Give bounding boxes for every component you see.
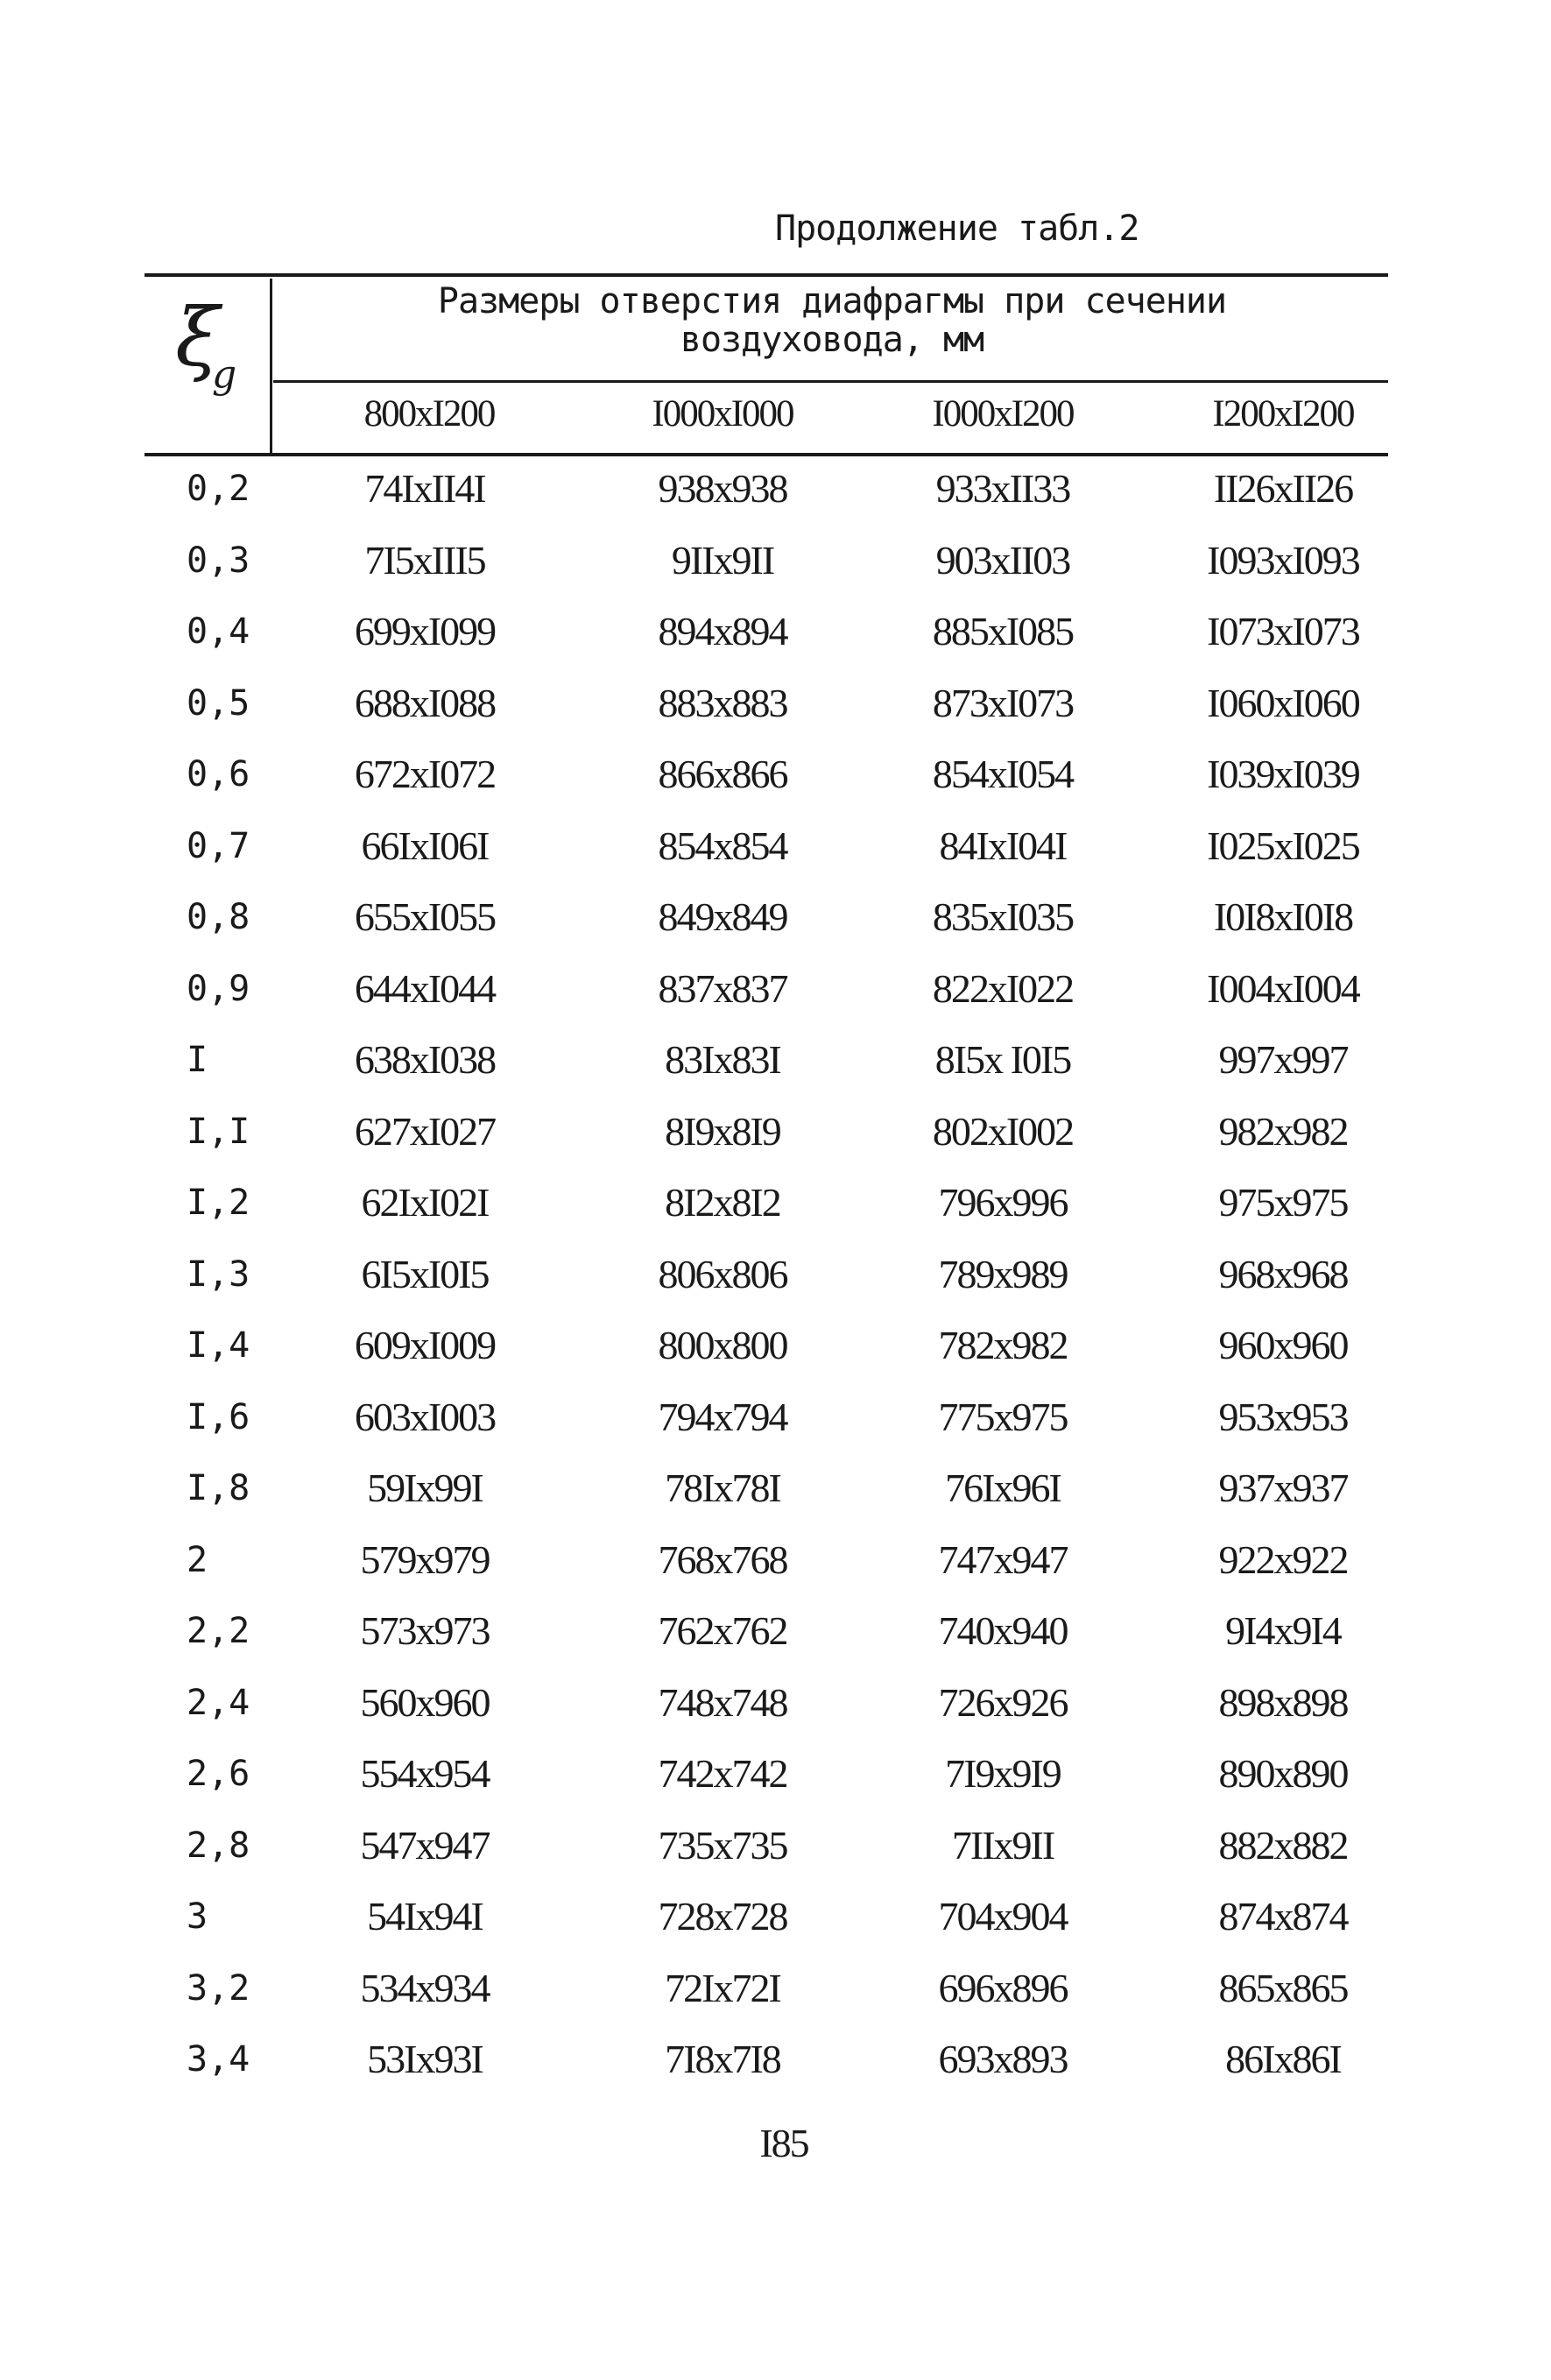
- table-cell: 975x975: [1218, 1180, 1348, 1225]
- row-key-cell: I,8: [187, 1468, 250, 1508]
- table-row: [145, 534, 1388, 606]
- table-cell: 800x800: [658, 1323, 787, 1367]
- table-cell: 9I4x9I4: [1225, 1608, 1341, 1653]
- table-cell: 865x865: [1218, 1965, 1348, 2010]
- table-row: [145, 1462, 1388, 1534]
- table-body: [145, 463, 1388, 2105]
- table-cell: 882x882: [1218, 1822, 1348, 1868]
- table-cell: I025xI025: [1207, 823, 1359, 868]
- table-cell: 968x968: [1218, 1251, 1348, 1296]
- table-cell: 849x849: [658, 894, 787, 939]
- row-key-cell: I,2: [187, 1183, 250, 1223]
- table-cell: 59Ix99I: [367, 1465, 483, 1510]
- table-cell: I039xI039: [1207, 752, 1359, 796]
- table-cell: 874x874: [1218, 1894, 1348, 1939]
- table-row: [145, 1176, 1388, 1248]
- table-row: [145, 463, 1388, 534]
- table-cell: 693x893: [938, 2037, 1068, 2081]
- table-cell: 78Ix78I: [665, 1465, 780, 1510]
- table-cell: 547x947: [360, 1822, 490, 1868]
- table-cell: 7I5xIII5: [364, 537, 485, 583]
- group-header-line1: Размеры отверстия диафрагмы при сечении: [437, 281, 1227, 321]
- row-key-cell: I,6: [187, 1396, 250, 1437]
- stub-symbol: ξ: [175, 291, 220, 385]
- table-cell: 53Ix93I: [367, 2037, 483, 2081]
- table-cell: 775x975: [938, 1394, 1068, 1439]
- table-cell: 873xI073: [932, 680, 1074, 725]
- table-cell: 644xI044: [354, 965, 496, 1011]
- table-row: [145, 1605, 1388, 1677]
- row-key-cell: 2,2: [187, 1611, 250, 1651]
- table-row: [145, 605, 1388, 677]
- table-row: [145, 1534, 1388, 1606]
- row-key-cell: 2,6: [187, 1754, 250, 1794]
- table-cell: 885xI085: [932, 609, 1074, 653]
- row-key-cell: I,3: [187, 1254, 250, 1295]
- table-cell: 937x937: [1218, 1465, 1348, 1510]
- row-key-cell: 0,7: [187, 825, 250, 866]
- table-cell: I073xI073: [1207, 609, 1359, 653]
- column-header: I000xI000: [652, 393, 793, 434]
- table-cell: 699xI099: [354, 609, 496, 653]
- group-header: [289, 282, 1375, 359]
- table-cell: 997x997: [1218, 1037, 1348, 1082]
- table-cell: 835xI035: [932, 894, 1074, 939]
- table-cell: I0I8xI0I8: [1213, 894, 1353, 939]
- row-key-cell: 0,4: [187, 611, 250, 652]
- table-cell: 903xII03: [935, 537, 1070, 583]
- table-cell: 740x940: [938, 1608, 1068, 1653]
- table-cell: 573x973: [360, 1608, 490, 1653]
- table-cell: 837x837: [658, 965, 787, 1011]
- table-cell: 728x728: [658, 1894, 787, 1939]
- table-cell: 86Ix86I: [1225, 2037, 1341, 2081]
- table-cell: 890x890: [1218, 1751, 1348, 1796]
- table-row: [145, 1034, 1388, 1105]
- table-cell: 802xI002: [932, 1108, 1074, 1154]
- table-cell: 933xII33: [935, 466, 1070, 511]
- table-cell: I093xI093: [1207, 537, 1359, 583]
- row-key-cell: 2,8: [187, 1825, 250, 1866]
- table-cell: 7I8x7I8: [665, 2037, 780, 2081]
- table-cell: 638xI038: [354, 1037, 496, 1082]
- table-row: [145, 748, 1388, 820]
- row-key-cell: 0,5: [187, 682, 250, 724]
- table-cell: 672xI072: [354, 752, 496, 796]
- row-key-cell: 0,3: [187, 540, 250, 581]
- column-header: I200xI200: [1212, 393, 1354, 434]
- table-cell: 8I2x8I2: [665, 1180, 780, 1225]
- row-key-cell: 0,9: [187, 968, 250, 1009]
- table-row: [145, 1677, 1388, 1748]
- table-cell: 554x954: [360, 1751, 490, 1796]
- row-key-cell: I: [187, 1040, 208, 1080]
- table-cell: 84IxI04I: [939, 823, 1067, 868]
- table-cell: 54Ix94I: [367, 1894, 483, 1939]
- table-cell: 898x898: [1218, 1679, 1348, 1725]
- table-cell: 7IIx9II: [951, 1822, 1054, 1868]
- table-cell: 8I5x I0I5: [934, 1037, 1071, 1082]
- table-cell: 560x960: [360, 1679, 490, 1725]
- column-header: I000xI200: [932, 393, 1074, 434]
- table-cell: 603xI003: [354, 1394, 496, 1439]
- table-cell: 782x982: [938, 1323, 1068, 1367]
- table-cell: 6I5xI0I5: [361, 1251, 489, 1296]
- table-cell: 696x896: [938, 1965, 1068, 2010]
- table-cell: 854xI054: [932, 752, 1074, 796]
- table-cell: 747x947: [938, 1536, 1068, 1582]
- page-number: I85: [759, 2121, 808, 2165]
- row-key-cell: 3,4: [187, 2039, 250, 2080]
- column-header: 800xI200: [363, 393, 495, 434]
- table-row: [145, 1748, 1388, 1819]
- table-row: [145, 1248, 1388, 1320]
- table-cell: 704x904: [938, 1894, 1068, 1939]
- row-key-cell: 0,8: [187, 897, 250, 937]
- row-key-cell: I,4: [187, 1325, 250, 1366]
- stub-header: [166, 291, 254, 420]
- table-cell: 76Ix96I: [945, 1465, 1061, 1510]
- table-row: [145, 1962, 1388, 2034]
- table-cell: 62IxI02I: [361, 1180, 489, 1225]
- table-cell: 72Ix72I: [665, 1965, 780, 2010]
- row-key-cell: I,I: [187, 1111, 250, 1152]
- row-key-cell: 2,4: [187, 1682, 250, 1723]
- table-cell: 938x938: [658, 466, 787, 511]
- table-cell: 627xI027: [354, 1108, 496, 1154]
- row-key-cell: 0,6: [187, 754, 250, 795]
- stub-divider: [270, 279, 272, 454]
- table-cell: 83Ix83I: [665, 1037, 780, 1082]
- table-row: [145, 891, 1388, 963]
- table-cell: 922x922: [1218, 1536, 1348, 1582]
- table-cell: 806x806: [658, 1251, 787, 1296]
- table-cell: I060xI060: [1207, 680, 1359, 725]
- table-row: [145, 1105, 1388, 1177]
- table-row: [145, 820, 1388, 892]
- table-row: [145, 1391, 1388, 1463]
- table-cell: 534x934: [360, 1965, 490, 2010]
- table-cell: 74IxII4I: [364, 466, 485, 511]
- table-cell: 742x742: [658, 1751, 787, 1796]
- table-cell: 735x735: [658, 1822, 787, 1868]
- row-key-cell: 3,2: [187, 1967, 250, 2009]
- table-cell: 748x748: [658, 1679, 787, 1725]
- table-cell: 866x866: [658, 752, 787, 796]
- header-bottom-rule: [145, 453, 1388, 456]
- table-cell: 8I9x8I9: [665, 1108, 780, 1154]
- table-cell: 7I9x9I9: [945, 1751, 1061, 1796]
- table-cell: 796x996: [938, 1180, 1068, 1225]
- table-cell: 609xI009: [354, 1323, 496, 1367]
- stub-subscript: g: [212, 352, 237, 397]
- table-cell: 726x926: [938, 1679, 1068, 1725]
- table-row: [145, 1819, 1388, 1891]
- table-cell: 789x989: [938, 1251, 1068, 1296]
- table-cell: 66IxI06I: [361, 823, 489, 868]
- table-top-rule: [145, 273, 1388, 277]
- table-cell: I004xI004: [1207, 965, 1359, 1011]
- row-key-cell: 0,2: [187, 469, 250, 509]
- row-key-cell: 2: [187, 1539, 208, 1580]
- table-cell: 982x982: [1218, 1108, 1348, 1154]
- table-cell: 762x762: [658, 1608, 787, 1653]
- table-cell: 794x794: [658, 1394, 787, 1439]
- table-row: [145, 1319, 1388, 1391]
- table-cell: II26xII26: [1213, 466, 1353, 511]
- table-cell: 822xI022: [932, 965, 1074, 1011]
- table-row: [145, 2033, 1388, 2105]
- table-caption: Продолжение табл.2: [775, 208, 1139, 249]
- table-row: [145, 677, 1388, 749]
- table-cell: 854x854: [658, 823, 787, 868]
- table-cell: 688xI088: [354, 680, 496, 725]
- table-cell: 655xI055: [354, 894, 496, 939]
- row-key-cell: 3: [187, 1896, 208, 1937]
- table-cell: 579x979: [360, 1536, 490, 1582]
- table-cell: 960x960: [1218, 1323, 1348, 1367]
- header-divider: [273, 380, 1388, 383]
- table-cell: 9IIx9II: [671, 537, 774, 583]
- table-row: [145, 1890, 1388, 1962]
- table-cell: 953x953: [1218, 1394, 1348, 1439]
- table-cell: 768x768: [658, 1536, 787, 1582]
- table-cell: 894x894: [658, 609, 787, 653]
- table-row: [145, 963, 1388, 1035]
- group-header-line2: воздуховода, мм: [680, 320, 984, 360]
- table-cell: 883x883: [658, 680, 787, 725]
